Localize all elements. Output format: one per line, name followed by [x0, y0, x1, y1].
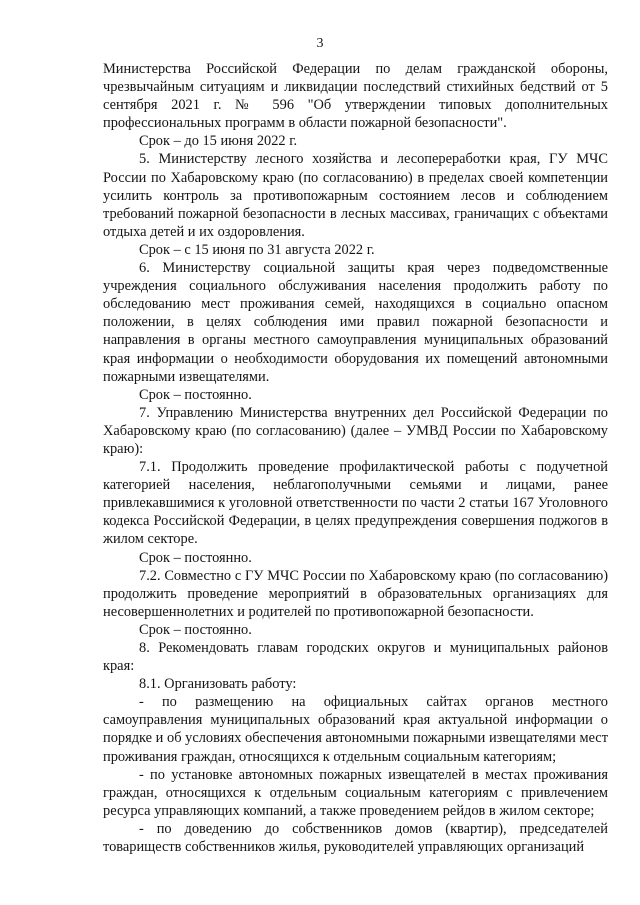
paragraph: 6. Министерству социальной защиты края через подведомственные учреждения социального обслуживания населения продолжить работу по обследованию мест проживания семей, находящихся в социально опасном положении, в целях соблюдения ими правил пожарной безопасности и направления в органы местного самоуправления муниципальных образований края информации о необходимости оборудования их помещений автономными пожарными извещателями. [103, 260, 608, 385]
paragraph: Срок – постоянно. [139, 549, 252, 566]
paragraph: 7.2. Совместно с ГУ МЧС России по Хабаровскому краю (по согласованию) продолжить проведение мероприятий в образовательных организациях для несовершеннолетних и родителей по противопожарной безопасности. [103, 567, 608, 620]
paragraph: - по доведению до собственников домов (квартир), председателей товариществ собственников жилья, руководителей управляющих организаций [103, 820, 608, 856]
paragraph: Срок – постоянно. [139, 621, 252, 638]
paragraph: 7. Управлению Министерства внутренних дел Российской Федерации по Хабаровскому краю (по согласованию) (далее – УМВД России по Хабаровскому краю): [103, 404, 608, 457]
paragraph: 7.1. Продолжить проведение профилактической работы с подучетной категорией населения, неблагополучными семьями и лицами, ранее привлекавшимися к уголовной ответственности по части 2 статьи 167 Уголовного кодекса Российской Федерации, в целях предупреждения совершения поджогов в жилом секторе. [103, 459, 608, 548]
document-body [103, 60, 608, 856]
paragraph: 8. Рекомендовать главам городских округов и муниципальных районов края: [103, 640, 608, 675]
paragraph: 8.1. Организовать работу: [139, 676, 297, 693]
paragraph: Министерства Российской Федерации по делам гражданской обороны, чрезвычайным ситуациям и ликвидации последствий стихийных бедствий от 5 сентября 2021 г. № 596 "Об утверждении типовых дополнительных профессиональных программ в области пожарной безопасности". [103, 61, 608, 132]
paragraph: 5. Министерству лесного хозяйства и лесопереработки края, ГУ МЧС России по Хабаровскому краю (по согласованию) в пределах своей компетенции усилить контроль за противопожарным состоянием лесов и соблюдением требований пожарной безопасности в лесных массивах, граничащих с объектами отдыха детей и их оздоровления. [103, 151, 608, 240]
paragraph: - по установке автономных пожарных извещателей в местах проживания граждан, относящихся к отдельным социальным категориям с привлечением ресурса управляющих компаний, а также проведением рейдов в жилом секторе; [103, 766, 608, 819]
paragraph: Срок – с 15 июня по 31 августа 2022 г. [139, 241, 375, 258]
paragraph: Срок – постоянно. [139, 386, 252, 403]
paragraph: - по размещению на официальных сайтах органов местного самоуправления муниципальных образований края актуальной информации о порядке и об условиях обеспечения автономными пожарными извещателями мест проживания граждан, относящихся к отдельным социальным категориям; [103, 694, 608, 765]
page-number: 3 [316, 36, 324, 51]
paragraph: Срок – до 15 июня 2022 г. [139, 133, 298, 150]
